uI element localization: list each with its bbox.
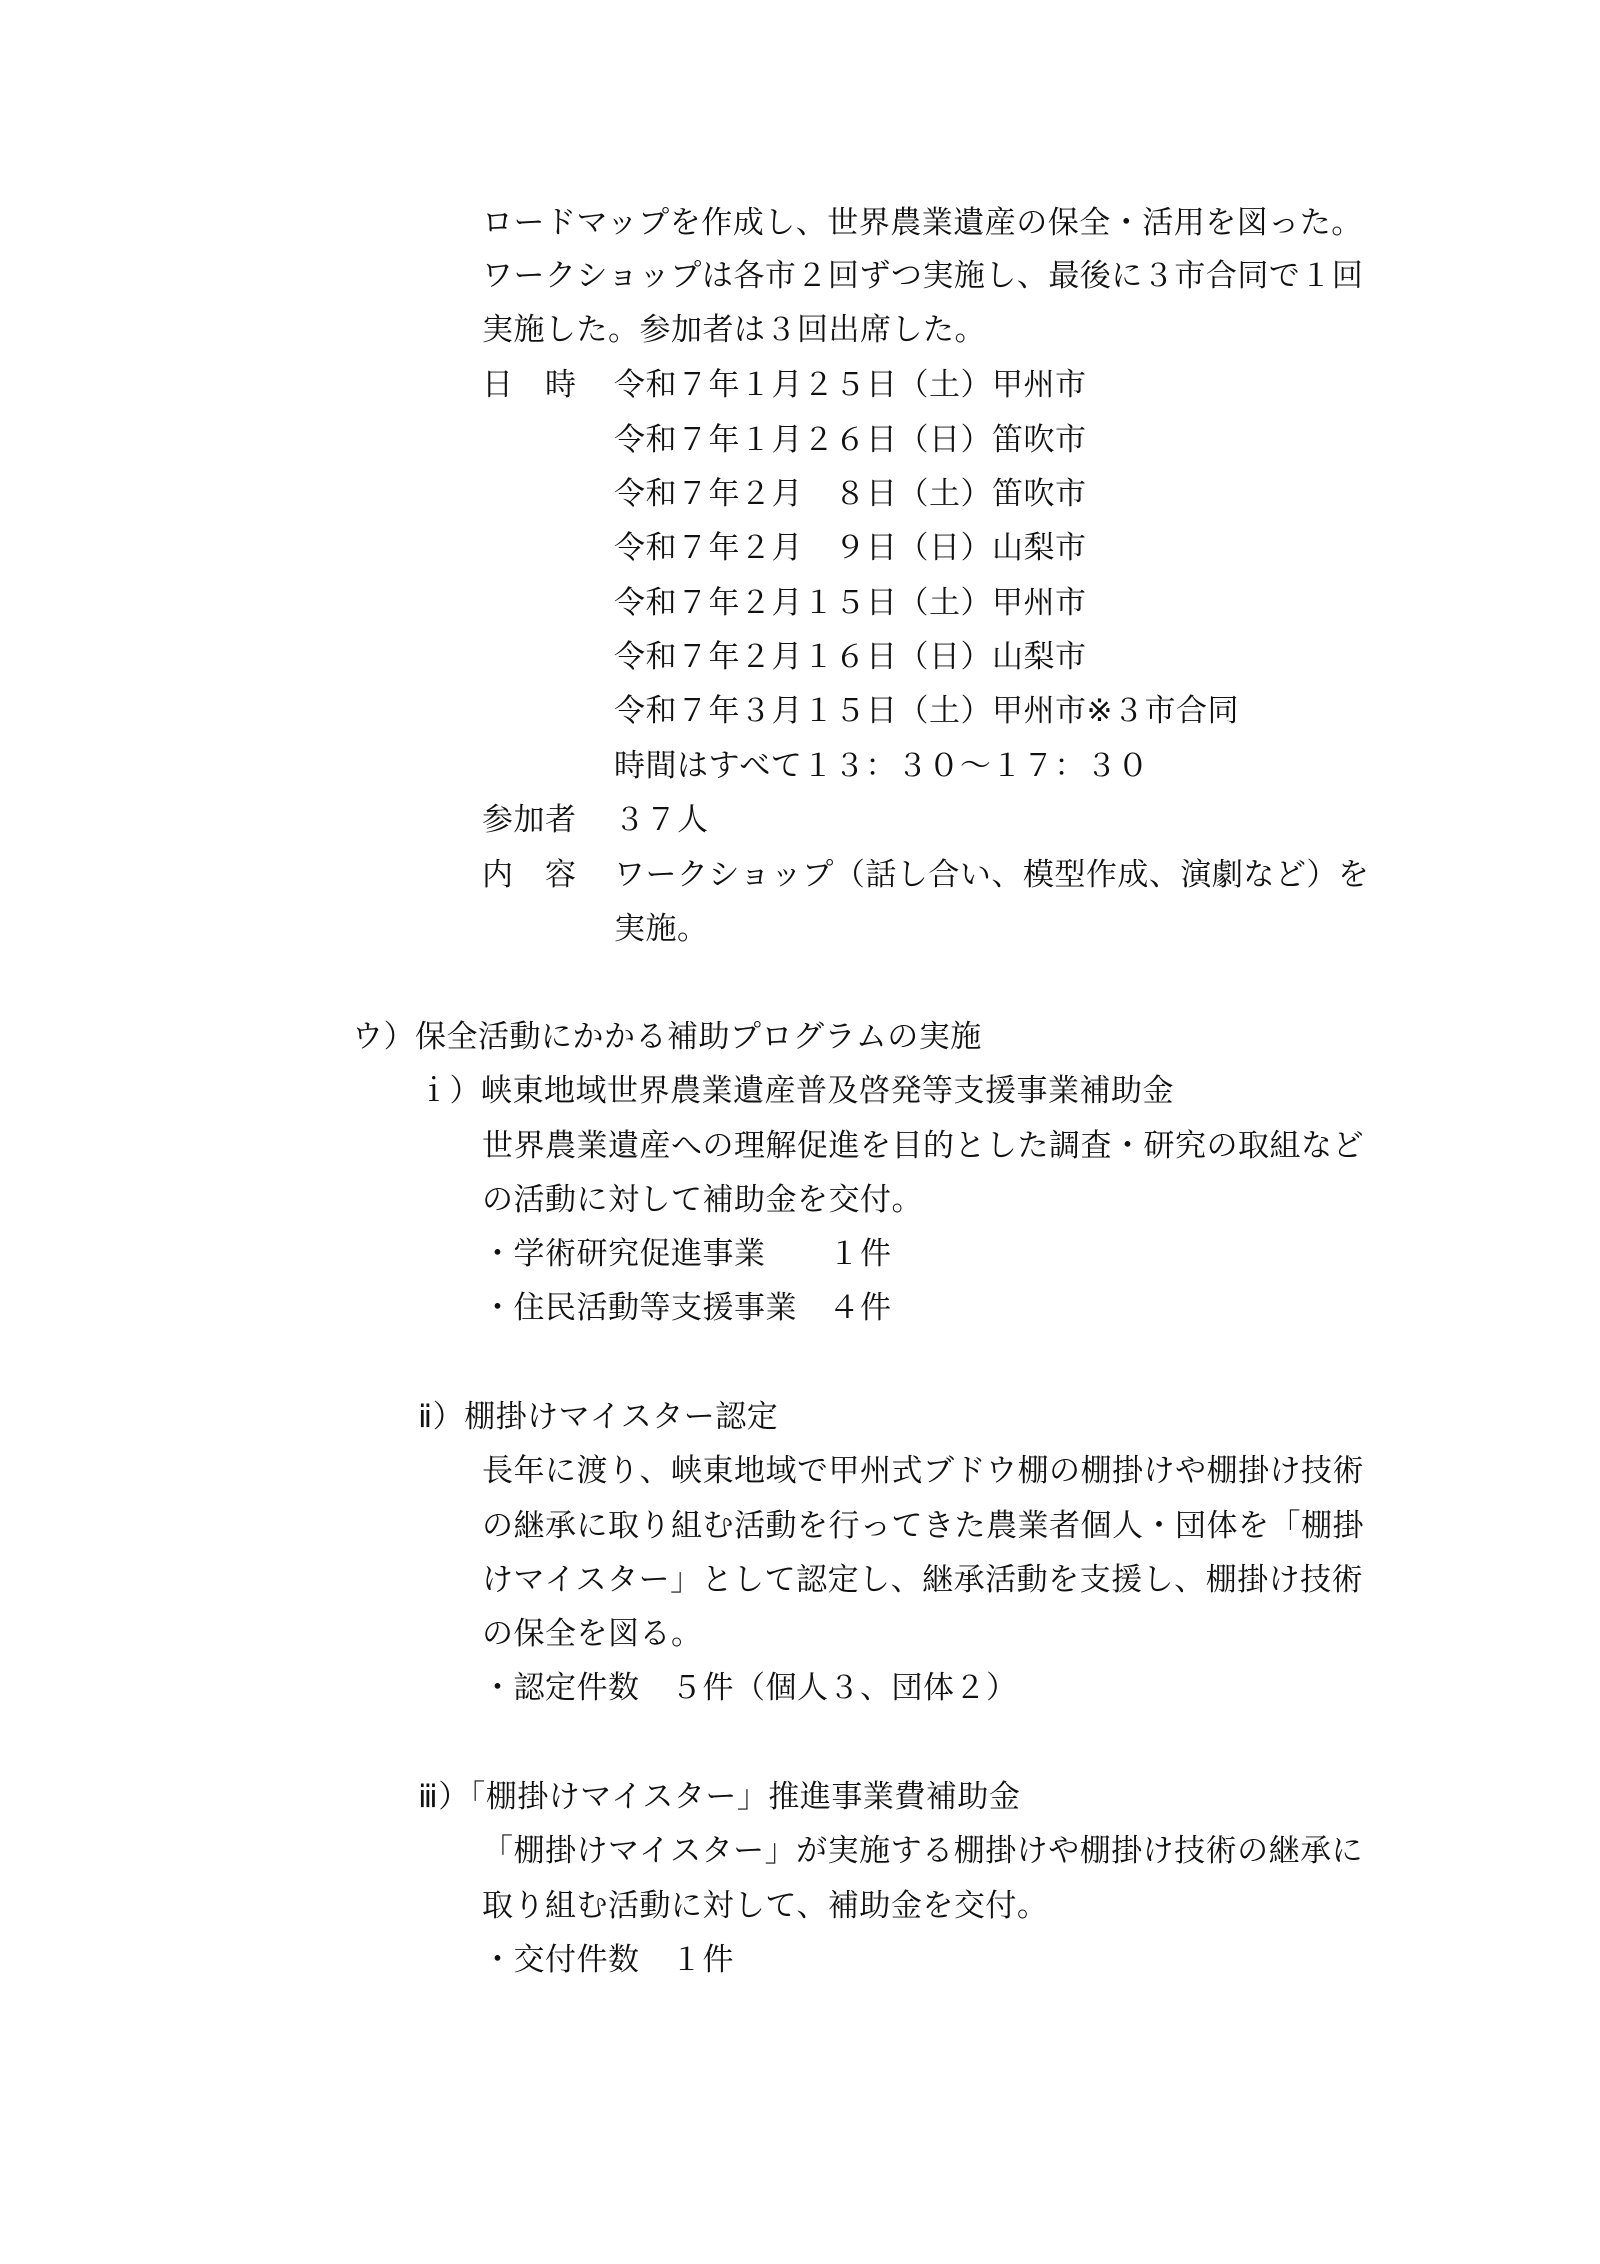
- paragraph-line: 世界農業遺産への理解促進を目的とした調査・研究の取組など: [482, 1128, 1364, 1164]
- workshop-intro-line: ワークショップは各市２回ずつ実施し、最後に３市合同で１回: [482, 258, 1364, 294]
- schedule-item: 令和７年１月２５日（土）甲州市: [614, 367, 1087, 403]
- paragraph-line: 長年に渡り、峡東地域で甲州式ブドウ棚の棚掛けや棚掛け技術: [482, 1453, 1364, 1489]
- content-label: 内 容: [482, 857, 577, 893]
- subsection-heading: ｉ）峡東地域世界農業遺産普及啓発等支援事業補助金: [418, 1073, 1174, 1109]
- paragraph-line: の活動に対して補助金を交付。: [482, 1182, 923, 1218]
- workshop-intro-line: ロードマップを作成し、世界農業遺産の保全・活用を図った。: [482, 205, 1363, 241]
- participants-value: ３７人: [614, 802, 709, 838]
- paragraph-line: 「棚掛けマイスター」が実施する棚掛けや棚掛け技術の継承に: [482, 1833, 1364, 1869]
- subsection-heading: ⅲ）「棚掛けマイスター」推進事業費補助金: [418, 1779, 1021, 1815]
- list-item: ・住民活動等支援事業 ４件: [482, 1290, 892, 1326]
- list-item: ・学術研究促進事業 １件: [482, 1236, 892, 1272]
- participants-label: 参加者: [482, 802, 577, 838]
- schedule-item: 令和７年２月 ９日（日）山梨市: [614, 530, 1087, 566]
- section-heading: ウ）保全活動にかかる補助プログラムの実施: [352, 1019, 982, 1055]
- content-line: 実施。: [614, 911, 709, 947]
- schedule-item: 令和７年２月 ８日（土）笛吹市: [614, 476, 1087, 512]
- schedule-item: 令和７年１月２６日（日）笛吹市: [614, 422, 1087, 458]
- datetime-label: 日 時: [482, 367, 577, 403]
- content-line: ワークショップ（話し合い、模型作成、演劇など）を: [614, 857, 1370, 893]
- subsection-heading: ⅱ）棚掛けマイスター認定: [418, 1399, 779, 1435]
- list-item: ・認定件数 ５件（個人３、団体２）: [482, 1670, 1018, 1706]
- schedule-item: 令和７年３月１５日（土）甲州市※３市合同: [614, 693, 1239, 729]
- list-item: ・交付件数 １件: [482, 1942, 734, 1978]
- paragraph-line: の継承に取り組む活動を行ってきた農業者個人・団体を「棚掛: [482, 1508, 1364, 1544]
- schedule-item: 令和７年２月１６日（日）山梨市: [614, 639, 1087, 675]
- paragraph-line: 取り組む活動に対して、補助金を交付。: [482, 1888, 1049, 1924]
- schedule-item: 令和７年２月１５日（土）甲州市: [614, 585, 1087, 621]
- workshop-intro-line: 実施した。参加者は３回出席した。: [482, 312, 986, 348]
- paragraph-line: けマイスター」として認定し、継承活動を支援し、棚掛け技術: [482, 1562, 1364, 1598]
- schedule-time-note: 時間はすべて１３：３０～１７：３０: [614, 748, 1149, 784]
- paragraph-line: の保全を図る。: [482, 1616, 703, 1652]
